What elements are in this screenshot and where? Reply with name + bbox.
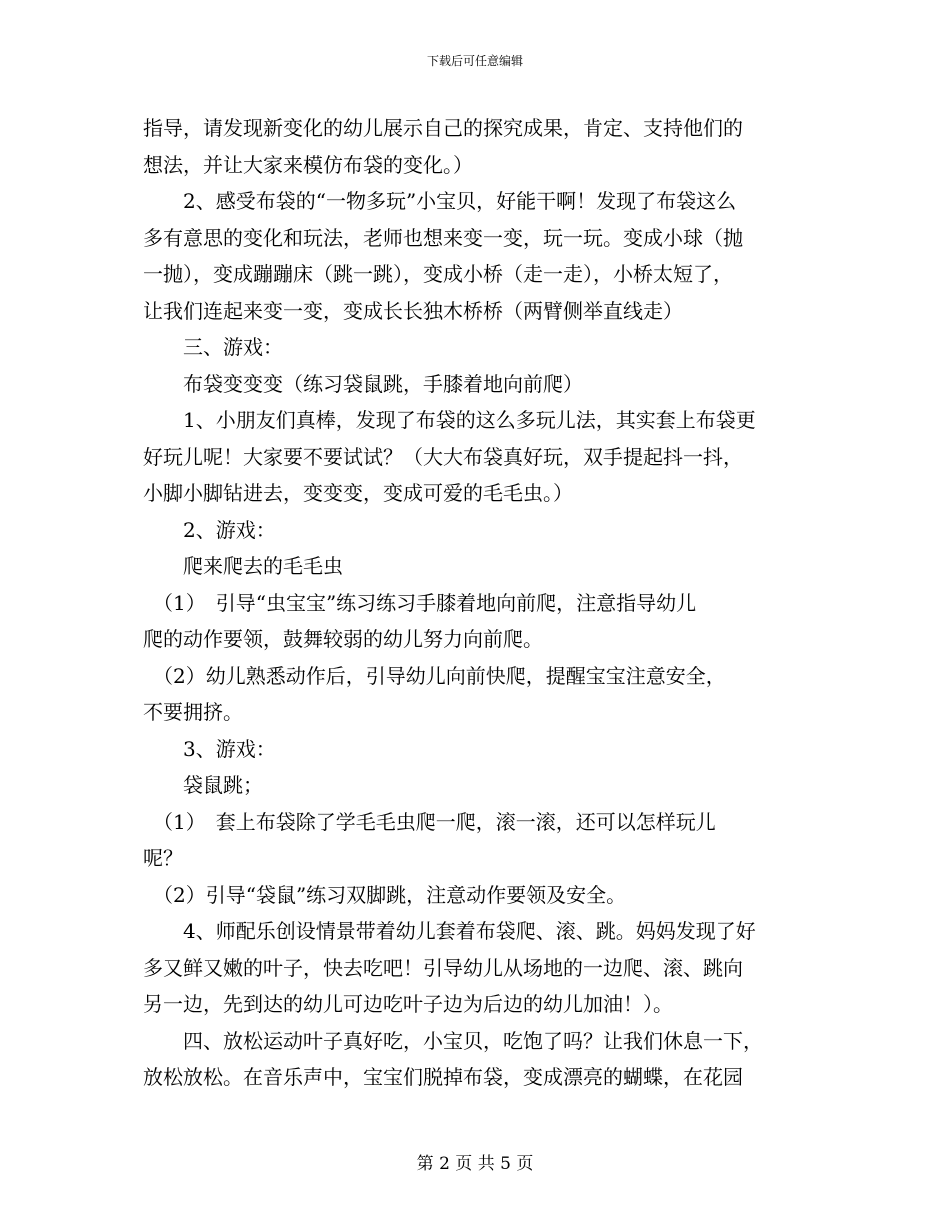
text-line: 让我们连起来变一变，变成长长独木桥桥（两臂侧举直线走） xyxy=(143,298,683,323)
page-header: 下载后可任意编辑 xyxy=(426,54,523,68)
text-line: （1） 引导“虫宝宝”练习练习手膝着地向前爬，注意指导幼儿 xyxy=(143,590,697,615)
text-line: 小脚小脚钻进去，变变变，变成可爱的毛毛虫。） xyxy=(143,481,573,505)
text-line: 一抛），变成蹦蹦床（跳一跳），变成小桥（走一走），小桥太短了， xyxy=(143,262,733,286)
text-line: 多有意思的变化和玩法，老师也想来变一变，玩一玩。变成小球（抛 xyxy=(143,225,743,250)
section-heading: 四、放松运动叶子真好吃，小宝贝，吃饱了吗？让我们休息一下， xyxy=(143,1028,763,1053)
text-line: 放松放松。在音乐声中，宝宝们脱掉布袋，变成漂亮的蝴蝶，在花园 xyxy=(143,1065,743,1089)
text-line: 爬来爬去的毛毛虫 xyxy=(143,554,343,578)
text-line: 想法，并让大家来模仿布袋的变化。） xyxy=(143,152,473,177)
text-line: 3、游戏： xyxy=(143,736,276,761)
text-line: 呢？ xyxy=(143,846,183,870)
text-line: （1） 套上布袋除了学毛毛虫爬一爬，滚一滚，还可以怎样玩儿 xyxy=(143,809,716,834)
text-line: 好玩儿呢！大家要不要试试？（大大布袋真好玩，双手提起抖一抖， xyxy=(143,444,743,469)
text-line: 布袋变变变（练习袋鼠跳，手膝着地向前爬） xyxy=(143,371,583,396)
text-line: （2）引导“袋鼠”练习双脚跳，注意动作要领及安全。 xyxy=(143,882,627,907)
text-line: 爬的动作要领，鼓舞较弱的幼儿努力向前爬。 xyxy=(143,627,543,651)
text-line: 2、游戏： xyxy=(143,517,276,542)
text-line: 1、小朋友们真棒，发现了布袋的这么多玩儿法，其实套上布袋更 xyxy=(143,408,756,432)
text-line: 不要拥挤。 xyxy=(143,700,243,724)
page-number: 第 2 页 共 5 页 xyxy=(416,1154,534,1174)
section-heading: 三、游戏： xyxy=(143,335,283,359)
text-line: （2）幼儿熟悉动作后，引导幼儿向前快爬，提醒宝宝注意安全， xyxy=(143,663,726,688)
text-line: 多又鲜又嫩的叶子，快去吃吧！引导幼儿从场地的一边爬、滚、跳向 xyxy=(143,955,743,980)
text-line: 袋鼠跳； xyxy=(143,773,263,797)
text-line: 指导，请发现新变化的幼儿展示自己的探究成果，肯定、支持他们的 xyxy=(143,116,743,140)
document-body xyxy=(143,110,808,1096)
text-line: 另一边，先到达的幼儿可边吃叶子边为后边的幼儿加油！）。 xyxy=(143,992,673,1016)
text-line: 2、感受布袋的“一物多玩”小宝贝，好能干啊！发现了布袋这么 xyxy=(143,189,737,213)
text-line: 4、师配乐创设情景带着幼儿套着布袋爬、滚、跳。妈妈发现了好 xyxy=(143,919,756,943)
